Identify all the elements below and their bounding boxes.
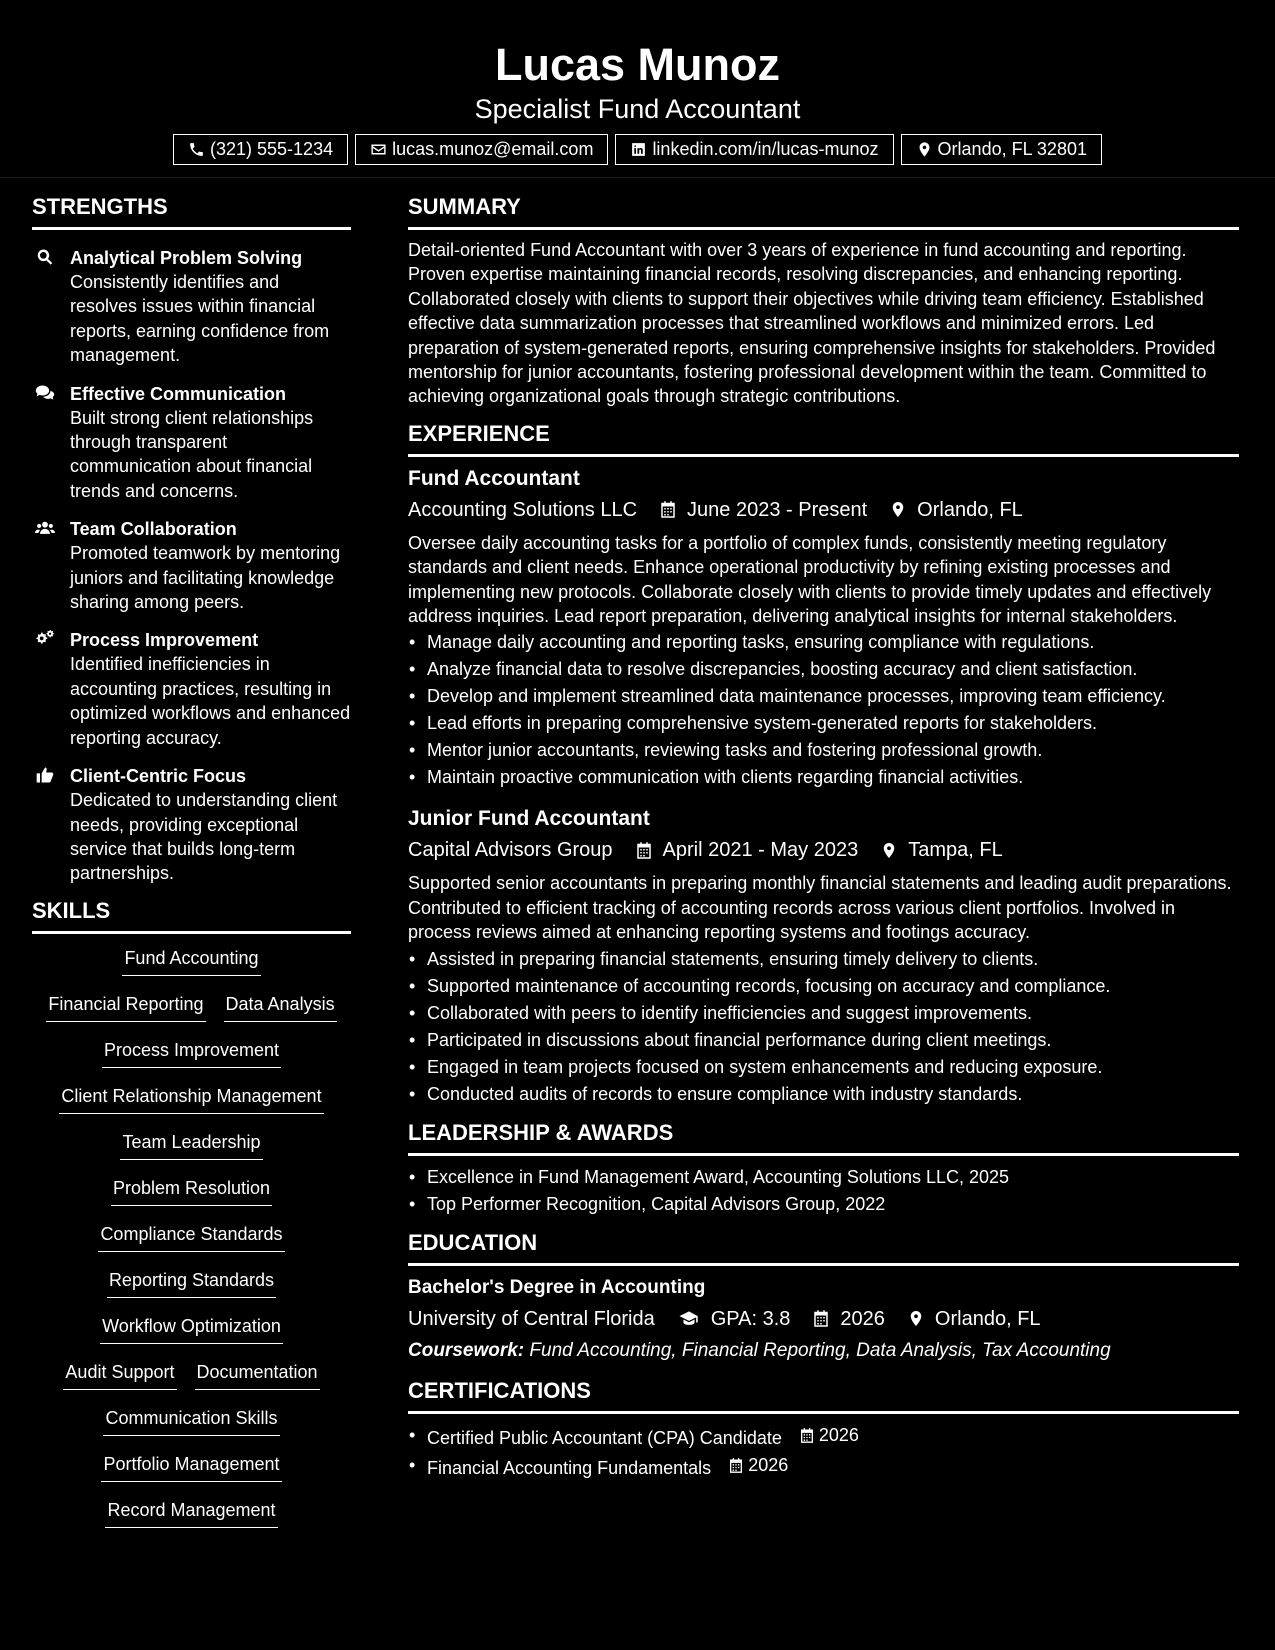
list-item: • Mentor junior accountants, reviewing tasks and fostering professional growth. [408,737,1239,764]
skill-tag: Client Relationship Management [59,1082,323,1114]
job-dates: April 2021 - May 2023 [662,839,859,862]
skills-list [32,944,351,1542]
experience-heading: EXPERIENCE [408,423,1239,457]
calendar-icon [728,1457,744,1474]
gears-icon [34,629,56,649]
list-item: • Top Performer Recognition, Capital Advisors Group, 2022 [408,1191,1239,1218]
skill-tag: Reporting Standards [107,1266,276,1298]
strength-desc: Built strong client relationships through transparent communication about financial trends and concerns. [70,407,314,501]
coursework-list: Fund Accounting, Financial Reporting, Data Analysis, Tax Accounting [529,1339,1111,1361]
strengths-list [32,246,351,886]
search-icon [34,247,56,267]
cert-date [799,1422,859,1449]
strength-item [32,246,351,368]
list-item: • Participated in discussions about financial performance during client meetings. [408,1027,1239,1054]
strength-title: Process Improvement [70,630,259,651]
skill-tag: Process Improvement [102,1036,281,1068]
job-title: Junior Fund Accountant [408,807,650,831]
phone-text: (321) 555-1234 [210,139,334,159]
job-description: Oversee daily accounting tasks for a portfolio of complex funds, consistently meeting regulatory standards and client needs. Enhance operational productivity by refining existing processes and implementing new protocols. Collaborate closely with clients to provide timely updates and effectively address inquiries. Lead report preparation, delivering analytical insights for internal stakeholders. [408,532,1212,627]
graduation-year: 2026 [840,1307,885,1330]
job-meta [408,495,1239,525]
linkedin-icon [630,141,647,158]
contact-location[interactable] [901,134,1102,165]
contact-bar [0,134,1275,165]
job-meta [408,835,1239,865]
cert-year: 2026 [818,1424,859,1445]
job-title: Fund Accountant [408,466,580,490]
list-item: • Maintain proactive communication with clients regarding financial activities. [408,764,1239,791]
map-pin-icon [907,1309,925,1328]
job-location: Tampa, FL [908,839,1003,862]
summary-text: Detail-oriented Fund Accountant with over 3 years of experience in fund accounting and reporting. Proven expertise maintaining financial records, resolving discrepancies, and enhancing reporting. Collaborated closely with clients to support their objectives while driving team efficiency. Established effective data summarization processes that streamlined workflows and minimized errors. Led preparation of system-generated reports, ensuring comprehensive insights for stakeholders. Provided mentorship for junior accountants, fostering professional development within the team. Committed to achieving organizational goals through strategic contributions. [408,240,1216,407]
calendar-icon [659,500,677,519]
calendar-icon [812,1309,830,1328]
list-item: • Analyze financial data to resolve discrepancies, boosting accuracy and client satisfaction. [408,656,1239,683]
skills-heading: SKILLS [32,900,351,934]
skill-tag: Compliance Standards [98,1220,284,1252]
certifications-list [408,1422,1239,1482]
right-column [408,196,1239,1496]
map-pin-icon [889,500,907,519]
cert-year: 2026 [748,1454,789,1475]
candidate-name: Lucas Munoz [494,39,780,90]
school-location: Orlando, FL [934,1307,1041,1330]
envelope-icon [370,141,387,158]
job-entry [408,465,1239,792]
list-item [408,1452,1239,1482]
awards-section [408,1119,1239,1218]
resume-header [0,0,1275,178]
education-section [408,1229,1239,1366]
skill-tag: Problem Resolution [111,1174,272,1206]
list-item: • Develop and implement streamlined data maintenance processes, improving team efficiency. [408,683,1239,710]
degree-title: Bachelor's Degree in Accounting [408,1276,706,1298]
education-heading: EDUCATION [408,1232,1239,1266]
certifications-heading: CERTIFICATIONS [408,1380,1239,1414]
cert-date [728,1452,788,1479]
list-item: • Lead efforts in preparing comprehensive system-generated reports for stakeholders. [408,710,1239,737]
list-item: • Assisted in preparing financial statements, ensuring timely delivery to clients. [408,946,1239,973]
contact-email[interactable] [355,134,608,165]
skill-tag: Audit Support [63,1358,176,1390]
strength-title: Effective Communication [70,383,287,404]
users-icon [34,518,56,538]
summary-heading: SUMMARY [408,196,1239,230]
calendar-icon [799,1427,815,1444]
list-item: • Engaged in team projects focused on system enhancements and reducing exposure. [408,1054,1239,1081]
skill-tag: Documentation [195,1358,320,1390]
list-item: • Supported maintenance of accounting records, focusing on accuracy and compliance. [408,973,1239,1000]
email-text: lucas.munoz@email.com [392,139,594,159]
coursework-label: Coursework: [408,1339,525,1361]
strength-title: Team Collaboration [70,519,237,540]
calendar-icon [635,841,653,860]
strength-desc: Promoted teamwork by mentoring juniors and facilitating knowledge sharing among peers. [70,543,341,613]
school-name: University of Central Florida [408,1307,655,1330]
job-bullets [408,629,1239,791]
strength-desc: Consistently identifies and resolves issues within financial reports, earning confidence from management. [70,272,330,366]
education-meta [408,1304,1239,1334]
strength-item [32,517,351,614]
job-description: Supported senior accountants in preparing monthly financial statements and leading audit preparations. Contributed to efficient tracking of accounting records across various client portfolios. Involved in process reviews aimed at enhancing reporting systems and footings accuracy. [408,873,1232,943]
contact-linkedin[interactable] [615,134,893,165]
location-text: Orlando, FL 32801 [937,139,1087,159]
job-bullets [408,946,1239,1108]
skill-tag: Team Leadership [120,1128,262,1160]
strength-item [32,628,351,750]
awards-heading: LEADERSHIP & AWARDS [408,1122,1239,1156]
strength-item [32,382,351,504]
left-column [32,196,351,1542]
cert-name: Certified Public Accountant (CPA) Candidate [427,1427,782,1448]
list-item: • Excellence in Fund Management Award, Accounting Solutions LLC, 2025 [408,1164,1239,1191]
strength-title: Analytical Problem Solving [70,248,303,268]
experience-section [408,420,1239,1108]
cert-name: Financial Accounting Fundamentals [427,1457,712,1478]
list-item: • Manage daily accounting and reporting tasks, ensuring compliance with regulations. [408,629,1239,656]
job-company: Capital Advisors Group [408,839,613,862]
candidate-title: Specialist Fund Accountant [474,94,801,124]
job-company: Accounting Solutions LLC [408,498,638,521]
comments-icon [34,383,56,403]
skill-tag: Data Analysis [224,990,337,1022]
summary-section [408,196,1239,409]
contact-phone[interactable] [173,134,348,165]
coursework [408,1336,1239,1366]
list-item: • Conducted audits of records to ensure compliance with industry standards. [408,1081,1239,1108]
map-pin-icon [916,141,933,158]
skill-tag: Portfolio Management [101,1450,281,1482]
job-location: Orlando, FL [917,498,1023,521]
job-dates: June 2023 - Present [687,498,868,521]
strengths-heading: STRENGTHS [32,196,351,230]
awards-list [408,1164,1239,1218]
strength-desc: Identified inefficiencies in accounting practices, resulting in optimized workflows and enhanced reporting accuracy. [70,654,351,748]
job-entry [408,805,1239,1107]
skill-tag: Record Management [105,1496,277,1528]
skill-tag: Communication Skills [103,1404,279,1436]
skill-tag: Workflow Optimization [100,1312,283,1344]
skill-tag: Financial Reporting [46,990,205,1022]
linkedin-text: linkedin.com/in/lucas-munoz [652,139,879,159]
strength-desc: Dedicated to understanding client needs, providing exceptional service that builds long-term partnerships. [70,790,338,884]
list-item [408,1422,1239,1452]
strength-item [32,764,351,886]
skill-tag: Fund Accounting [122,944,260,976]
list-item: • Collaborated with peers to identify inefficiencies and suggest improvements. [408,1000,1239,1027]
certifications-section [408,1377,1239,1482]
strength-title: Client-Centric Focus [70,766,247,787]
map-pin-icon [880,841,898,860]
thumbs-up-icon [34,765,56,785]
gpa: GPA: 3.8 [710,1307,791,1330]
graduation-cap-icon [677,1309,701,1328]
phone-icon [188,141,205,158]
